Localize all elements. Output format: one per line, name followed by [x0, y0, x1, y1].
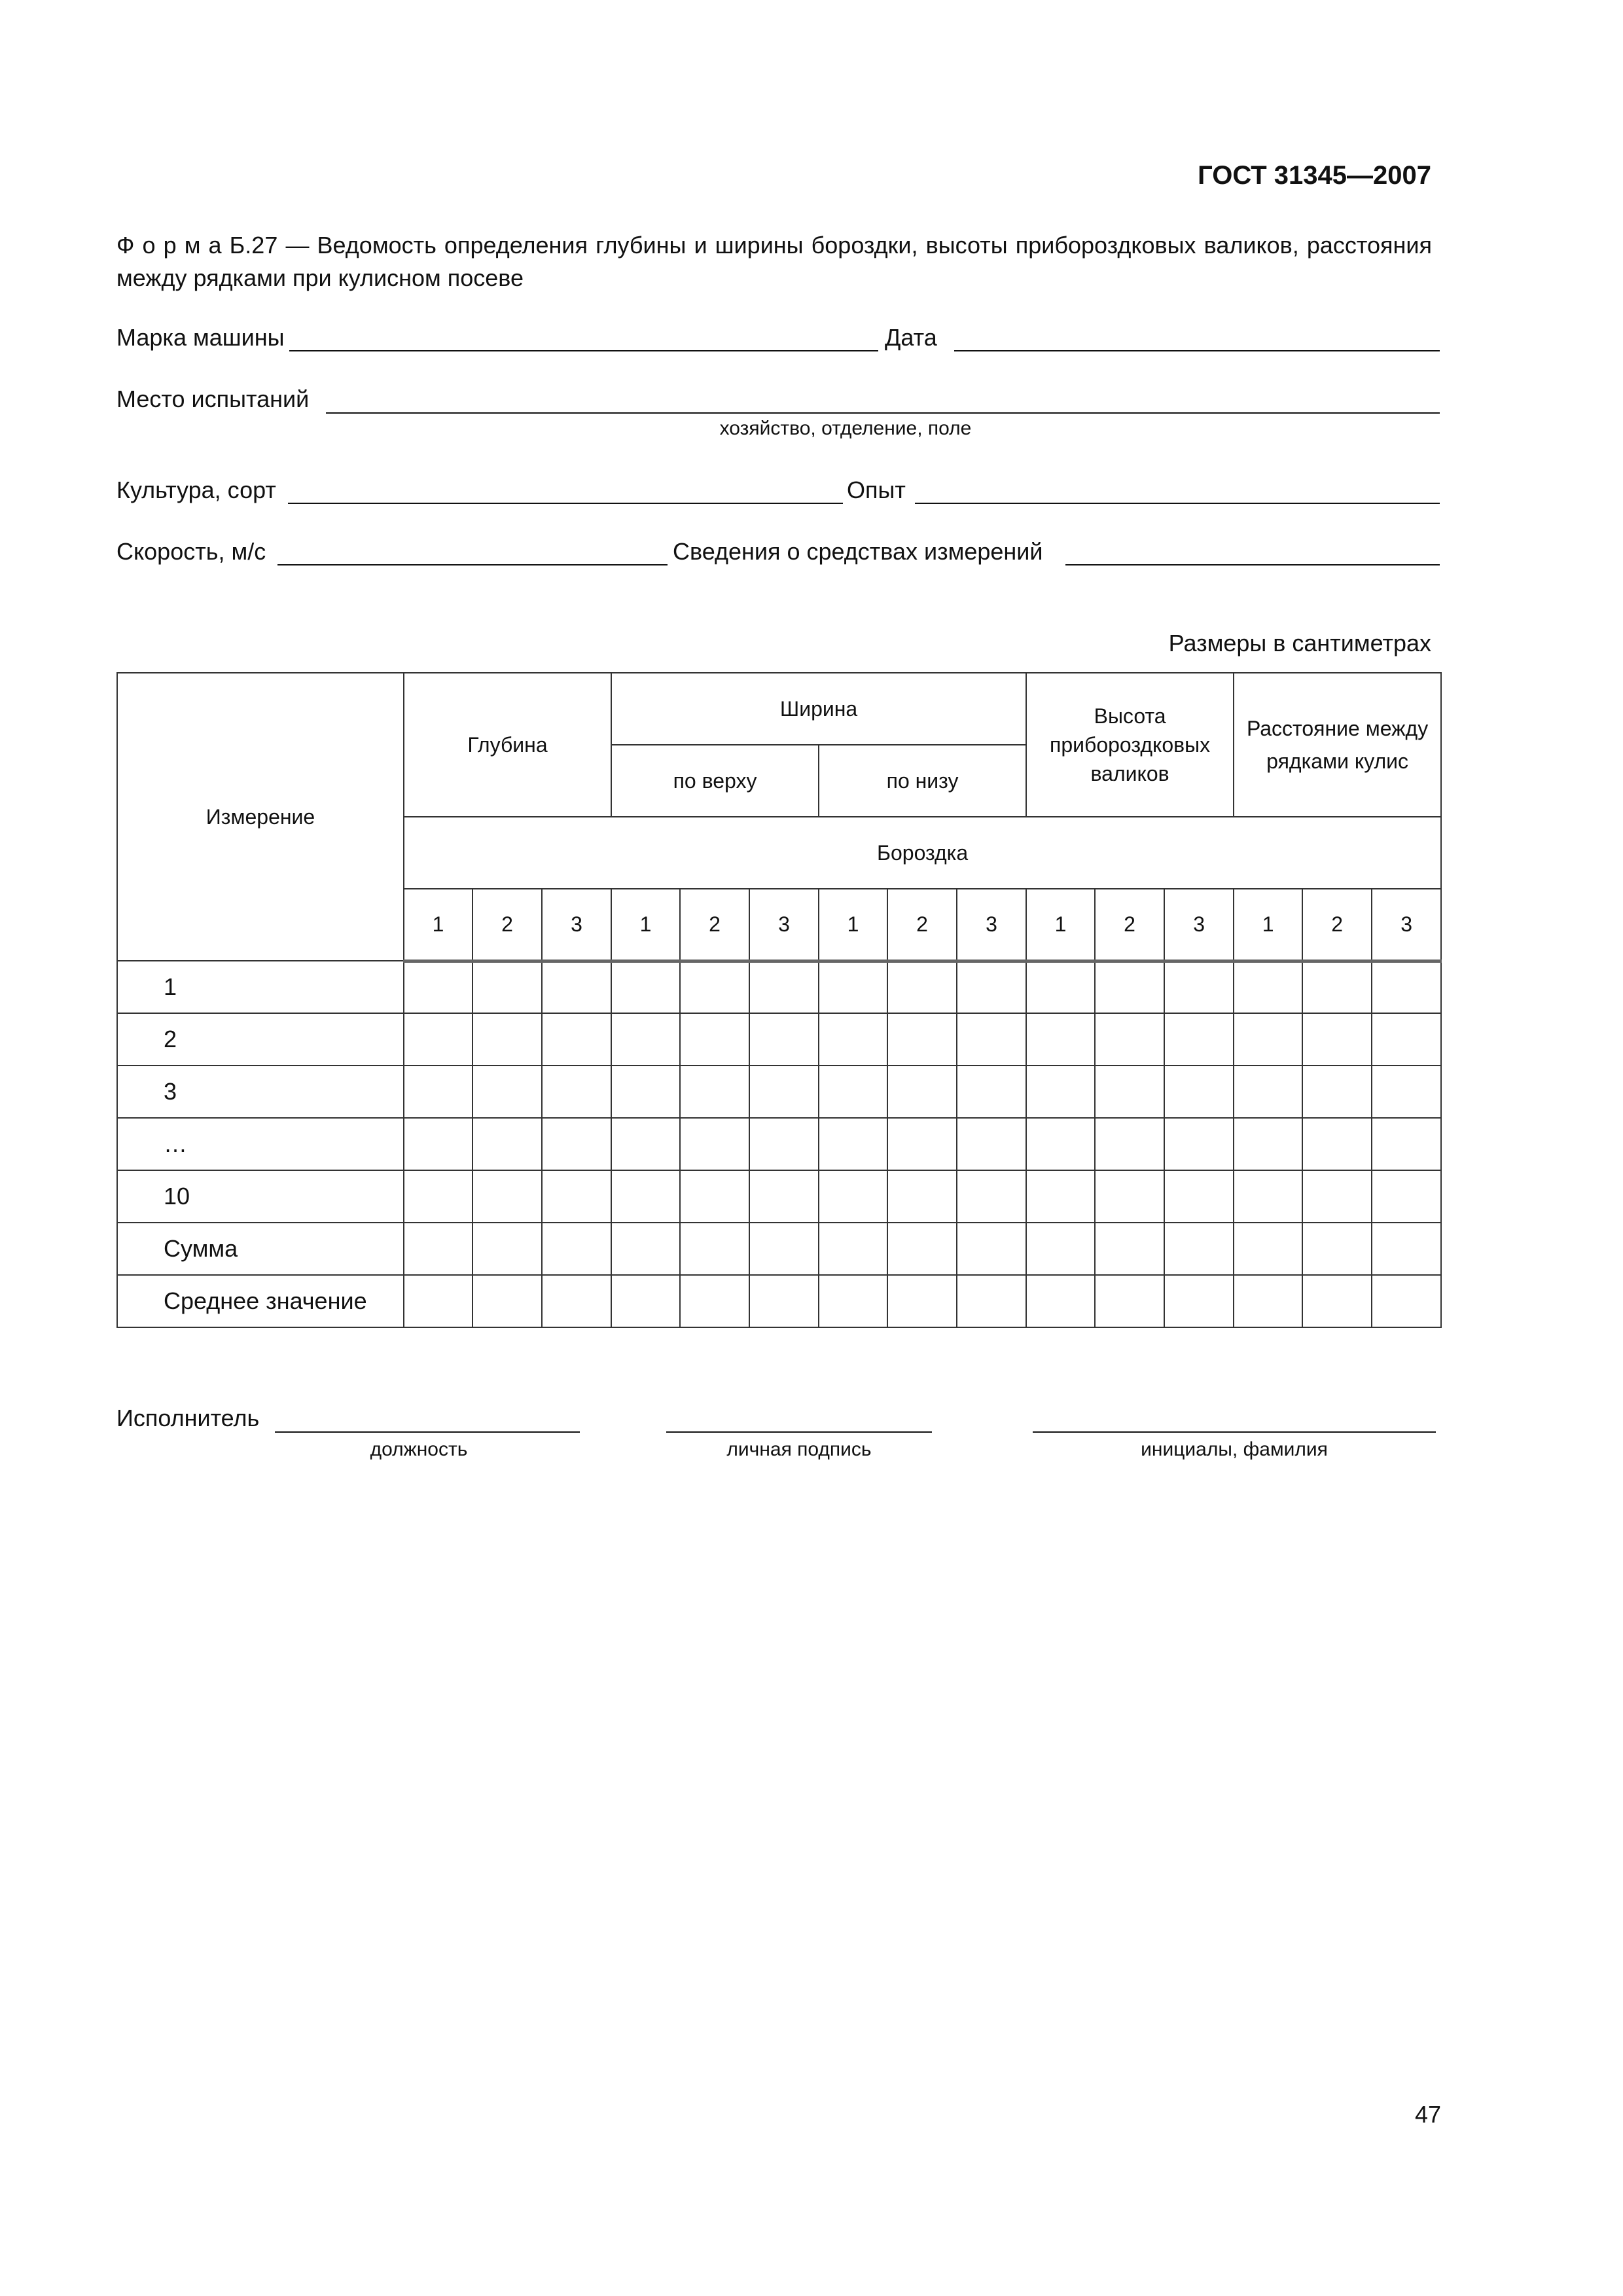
width-header: Ширина — [611, 673, 1026, 745]
data-cell[interactable] — [680, 1066, 749, 1118]
furrow-number: 1 — [819, 889, 887, 961]
data-cell[interactable] — [404, 1013, 473, 1066]
date-line[interactable] — [954, 350, 1440, 351]
data-cell[interactable] — [1372, 1013, 1441, 1066]
data-cell[interactable] — [542, 1118, 611, 1170]
table-row — [117, 1223, 1441, 1275]
data-cell[interactable] — [819, 1170, 887, 1223]
data-cell[interactable] — [1026, 1275, 1095, 1327]
data-cell[interactable] — [542, 1170, 611, 1223]
data-cell[interactable] — [473, 961, 542, 1013]
data-cell[interactable] — [1026, 1170, 1095, 1223]
experiment-label: Опыт — [847, 476, 906, 503]
data-cell[interactable] — [611, 961, 680, 1013]
table-row — [117, 1066, 1441, 1118]
data-cell[interactable] — [819, 961, 887, 1013]
experiment-line[interactable] — [915, 503, 1440, 504]
furrow-number: 3 — [1372, 889, 1441, 961]
furrow-number: 3 — [542, 889, 611, 961]
data-cell[interactable] — [1302, 961, 1372, 1013]
data-cell[interactable] — [680, 1223, 749, 1275]
test-place-label: Место испытаний — [116, 386, 310, 412]
data-cell[interactable] — [611, 1223, 680, 1275]
data-cell[interactable] — [473, 1118, 542, 1170]
data-cell[interactable] — [957, 1275, 1026, 1327]
units-note: Размеры в сантиметрах — [1168, 630, 1431, 656]
table-row — [117, 961, 1441, 1013]
data-cell[interactable] — [749, 1066, 819, 1118]
form-caption: Ф о р м а Б.27 — Ведомость определения глубины и ширины бороздки, высоты прибороздковых валиков, расстояния между рядками при кулисном посеве — [116, 232, 1432, 291]
data-cell[interactable] — [680, 1013, 749, 1066]
width-top-header: по верху — [611, 745, 819, 817]
data-cell[interactable] — [819, 1223, 887, 1275]
furrow-number: 1 — [1026, 889, 1095, 961]
name-line[interactable] — [1033, 1431, 1436, 1433]
data-cell[interactable] — [611, 1118, 680, 1170]
data-cell[interactable] — [1164, 1223, 1234, 1275]
data-cell[interactable] — [957, 1223, 1026, 1275]
furrow-number: 3 — [749, 889, 819, 961]
data-cell[interactable] — [1095, 1066, 1164, 1118]
data-cell[interactable] — [819, 1013, 887, 1066]
furrow-number: 3 — [1164, 889, 1234, 961]
furrow-number: 2 — [1302, 889, 1372, 961]
data-cell[interactable] — [1026, 1118, 1095, 1170]
row-label: 2 — [117, 1013, 404, 1066]
height-header: Высота прибороздковых валиков — [1026, 673, 1234, 817]
measurement-header: Измерение — [117, 673, 404, 961]
data-cell[interactable] — [1164, 1275, 1234, 1327]
distance-header: Расстояние между рядками кулис — [1234, 673, 1441, 817]
data-cell[interactable] — [1164, 1170, 1234, 1223]
data-cell[interactable] — [1372, 1223, 1441, 1275]
data-cell[interactable] — [957, 961, 1026, 1013]
data-cell[interactable] — [1095, 1223, 1164, 1275]
crop-variety-label: Культура, сорт — [116, 476, 276, 503]
data-cell[interactable] — [404, 1275, 473, 1327]
data-cell[interactable] — [887, 1170, 957, 1223]
signature-hint: личная подпись — [726, 1439, 872, 1460]
page-number: 47 — [1414, 2101, 1441, 2128]
test-place-hint: хозяйство, отделение, поле — [719, 418, 972, 439]
data-cell[interactable] — [1302, 1170, 1372, 1223]
data-cell[interactable] — [1234, 1223, 1302, 1275]
data-cell[interactable] — [473, 1066, 542, 1118]
data-cell[interactable] — [680, 1170, 749, 1223]
data-cell[interactable] — [1372, 1170, 1441, 1223]
data-cell[interactable] — [1302, 1066, 1372, 1118]
furrow-number: 1 — [404, 889, 473, 961]
speed-line[interactable] — [277, 564, 668, 565]
data-cell[interactable] — [1026, 1223, 1095, 1275]
data-cell[interactable] — [1164, 1066, 1234, 1118]
data-cell[interactable] — [1302, 1275, 1372, 1327]
data-cell[interactable] — [611, 1013, 680, 1066]
crop-variety-line[interactable] — [288, 503, 843, 504]
data-cell[interactable] — [957, 1118, 1026, 1170]
data-cell[interactable] — [957, 1066, 1026, 1118]
data-cell[interactable] — [819, 1066, 887, 1118]
measurement-table — [116, 672, 1442, 1328]
data-cell[interactable] — [542, 1223, 611, 1275]
data-cell[interactable] — [749, 1170, 819, 1223]
data-cell[interactable] — [887, 1275, 957, 1327]
data-cell[interactable] — [749, 1223, 819, 1275]
data-cell[interactable] — [749, 1118, 819, 1170]
data-cell[interactable] — [1095, 1170, 1164, 1223]
machine-brand-line[interactable] — [289, 350, 878, 351]
data-cell[interactable] — [1302, 1223, 1372, 1275]
depth-header: Глубина — [404, 673, 611, 817]
row-label: 1 — [117, 961, 404, 1013]
data-cell[interactable] — [611, 1275, 680, 1327]
data-cell[interactable] — [887, 1066, 957, 1118]
data-cell[interactable] — [473, 1223, 542, 1275]
data-cell[interactable] — [1372, 1118, 1441, 1170]
data-cell[interactable] — [1164, 1013, 1234, 1066]
data-cell[interactable] — [404, 961, 473, 1013]
instruments-line[interactable] — [1065, 564, 1440, 565]
row-label: 3 — [117, 1066, 404, 1118]
width-bottom-header: по низу — [819, 745, 1026, 817]
data-cell[interactable] — [611, 1066, 680, 1118]
speed-label: Скорость, м/с — [116, 538, 266, 565]
machine-brand-label: Марка машины — [116, 324, 285, 351]
furrow-header: Бороздка — [404, 817, 1441, 889]
table-row — [117, 1170, 1441, 1223]
data-cell[interactable] — [473, 1275, 542, 1327]
data-cell[interactable] — [1302, 1013, 1372, 1066]
furrow-number: 3 — [957, 889, 1026, 961]
data-cell[interactable] — [542, 1013, 611, 1066]
row-label: Сумма — [117, 1223, 404, 1275]
data-cell[interactable] — [1164, 1118, 1234, 1170]
furrow-number: 2 — [887, 889, 957, 961]
data-cell[interactable] — [1095, 961, 1164, 1013]
data-cell[interactable] — [1164, 961, 1234, 1013]
field-row-machine — [116, 324, 285, 351]
table-row — [117, 1118, 1441, 1170]
furrow-number: 1 — [611, 889, 680, 961]
data-cell[interactable] — [680, 961, 749, 1013]
data-cell[interactable] — [680, 1118, 749, 1170]
data-cell[interactable] — [749, 1275, 819, 1327]
signature-line[interactable] — [666, 1431, 932, 1433]
data-cell[interactable] — [1234, 1066, 1302, 1118]
data-cell[interactable] — [1026, 1013, 1095, 1066]
position-hint: должность — [370, 1439, 468, 1460]
data-cell[interactable] — [611, 1170, 680, 1223]
row-label: … — [117, 1118, 404, 1170]
test-place-line[interactable] — [326, 412, 1440, 414]
data-cell[interactable] — [957, 1013, 1026, 1066]
standard-number: ГОСТ 31345—2007 — [1198, 161, 1431, 190]
data-cell[interactable] — [1372, 1275, 1441, 1327]
data-cell[interactable] — [887, 1013, 957, 1066]
data-cell[interactable] — [1372, 961, 1441, 1013]
data-cell[interactable] — [404, 1223, 473, 1275]
data-cell[interactable] — [404, 1118, 473, 1170]
data-cell[interactable] — [887, 1223, 957, 1275]
data-cell[interactable] — [887, 1118, 957, 1170]
row-label: Среднее значение — [117, 1275, 404, 1327]
data-cell[interactable] — [1095, 1013, 1164, 1066]
data-cell[interactable] — [1234, 1275, 1302, 1327]
table-row — [117, 1013, 1441, 1066]
furrow-number: 1 — [1234, 889, 1302, 961]
data-cell[interactable] — [680, 1275, 749, 1327]
data-cell[interactable] — [1095, 1275, 1164, 1327]
data-cell[interactable] — [1234, 1118, 1302, 1170]
data-cell[interactable] — [819, 1118, 887, 1170]
furrow-number: 2 — [473, 889, 542, 961]
data-cell[interactable] — [749, 1013, 819, 1066]
data-cell[interactable] — [1372, 1066, 1441, 1118]
name-hint: инициалы, фамилия — [1141, 1439, 1328, 1460]
date-label: Дата — [885, 324, 937, 351]
data-cell[interactable] — [1234, 961, 1302, 1013]
row-label: 10 — [117, 1170, 404, 1223]
furrow-number: 2 — [1095, 889, 1164, 961]
data-cell[interactable] — [1234, 1170, 1302, 1223]
data-cell[interactable] — [542, 1275, 611, 1327]
executor-label: Исполнитель — [116, 1405, 260, 1431]
instruments-label: Сведения о средствах измерений — [673, 538, 1043, 565]
data-cell[interactable] — [1302, 1118, 1372, 1170]
data-cell[interactable] — [404, 1170, 473, 1223]
data-cell[interactable] — [819, 1275, 887, 1327]
data-cell[interactable] — [473, 1170, 542, 1223]
data-cell[interactable] — [957, 1170, 1026, 1223]
data-cell[interactable] — [473, 1013, 542, 1066]
furrow-number: 2 — [680, 889, 749, 961]
position-line[interactable] — [275, 1431, 580, 1433]
data-cell[interactable] — [1234, 1013, 1302, 1066]
data-cell[interactable] — [1026, 961, 1095, 1013]
data-cell[interactable] — [1095, 1118, 1164, 1170]
data-cell[interactable] — [542, 1066, 611, 1118]
data-cell[interactable] — [542, 961, 611, 1013]
table-row — [117, 1275, 1441, 1327]
data-cell[interactable] — [749, 961, 819, 1013]
data-cell[interactable] — [404, 1066, 473, 1118]
data-cell[interactable] — [887, 961, 957, 1013]
data-cell[interactable] — [1026, 1066, 1095, 1118]
